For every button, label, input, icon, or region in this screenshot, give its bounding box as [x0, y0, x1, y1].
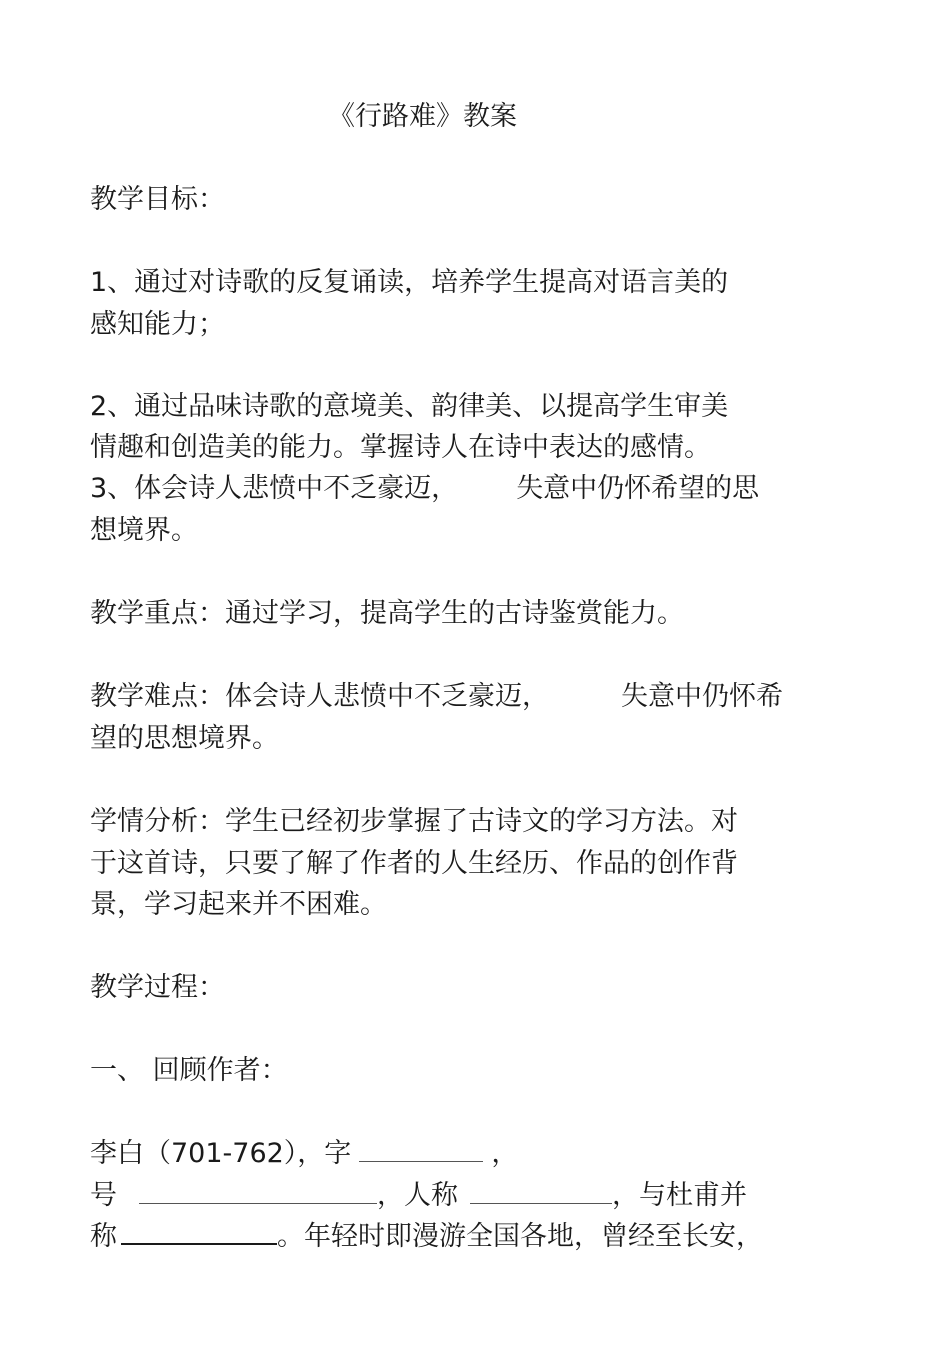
process-heading: 教学过程：	[90, 972, 225, 1003]
difficulty-line-1	[90, 680, 783, 714]
objective-3-line-1	[90, 472, 759, 506]
author-line-2	[90, 1179, 747, 1213]
epithet-label: ，人称	[377, 1180, 458, 1211]
pen-name-blank[interactable]	[139, 1181, 377, 1204]
difficulty-line-2: 望的思想境界。	[90, 723, 279, 754]
objective-1-line-1: 1、通过对诗歌的反复诵读，培养学生提高对语言美的	[90, 267, 729, 298]
difficulty-text-b: 失意中仍怀希	[621, 681, 783, 712]
author-line-1	[90, 1137, 518, 1171]
objectives-heading: 教学目标：	[90, 184, 225, 215]
document-title: 《行路难》教案	[328, 101, 517, 132]
author-line-3-text: 。年轻时即漫游全国各地，曾经至长安，	[277, 1221, 763, 1252]
objective-1-line-2: 感知能力；	[90, 309, 225, 340]
difficulty-text-a: 教学难点：体会诗人悲愤中不乏豪迈，	[90, 681, 549, 712]
paired-name-label: 称	[90, 1221, 117, 1252]
section-1-heading: 一、 回顾作者：	[90, 1055, 288, 1086]
author-line-3	[90, 1220, 763, 1254]
key-point: 教学重点：通过学习，提高学生的古诗鉴赏能力。	[90, 598, 684, 629]
epithet-blank[interactable]	[470, 1181, 612, 1204]
objective-2-line-2: 情趣和创造美的能力。掌握诗人在诗中表达的感情。	[90, 432, 711, 463]
objective-2-line-1: 2、通过品味诗歌的意境美、韵律美、以提高学生审美	[90, 391, 729, 422]
analysis-line-2: 于这首诗，只要了解了作者的人生经历、作品的创作背	[90, 848, 738, 879]
courtesy-name-blank[interactable]	[359, 1139, 483, 1162]
objective-3-text-a: 3、体会诗人悲愤中不乏豪迈，	[90, 473, 459, 504]
du-fu-text: ，与杜甫并	[612, 1180, 747, 1211]
author-line-1-comma: ，	[491, 1138, 519, 1169]
paired-name-blank[interactable]	[121, 1221, 277, 1245]
objective-3-text-b: 失意中仍怀希望的思	[516, 473, 760, 504]
objective-3-line-2: 想境界。	[90, 515, 198, 546]
author-intro-text: 李白（701-762），字	[90, 1138, 352, 1169]
analysis-line-3: 景，学习起来并不困难。	[90, 889, 387, 920]
pen-name-label: 号	[90, 1180, 117, 1211]
analysis-line-1: 学情分析：学生已经初步掌握了古诗文的学习方法。对	[90, 806, 738, 837]
